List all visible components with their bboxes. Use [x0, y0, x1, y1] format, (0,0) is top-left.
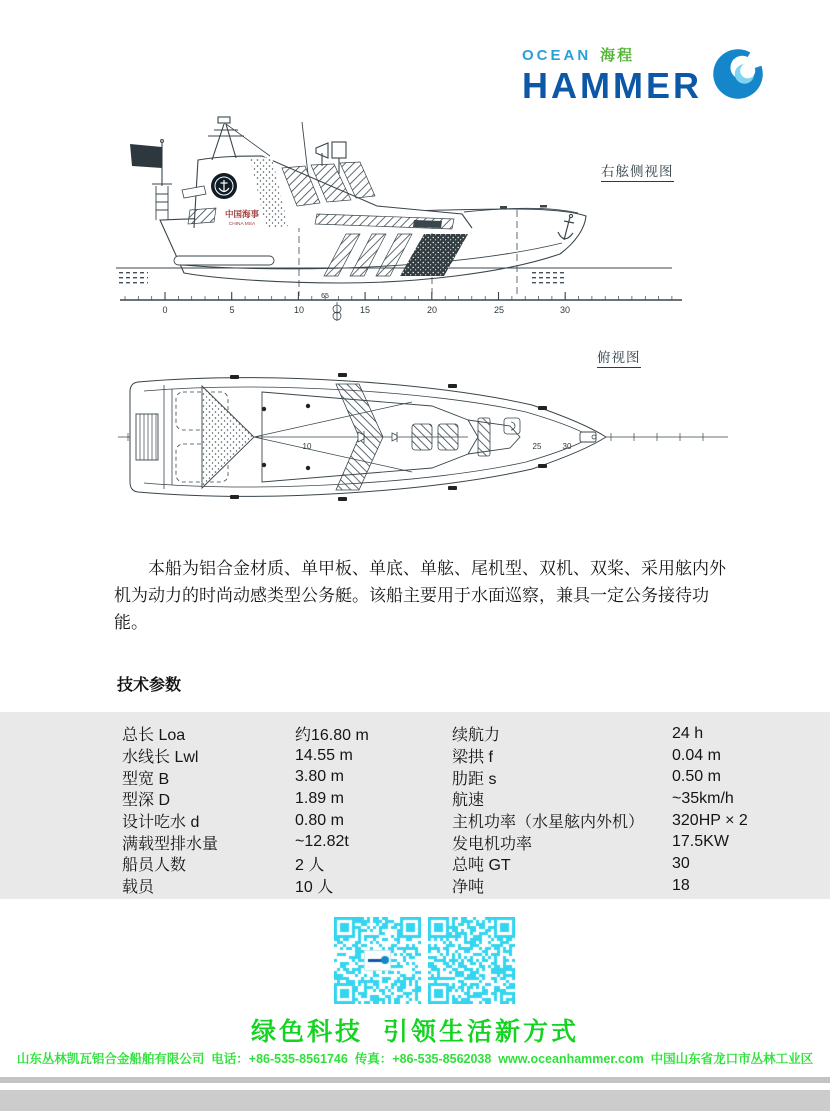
stern-ladder — [152, 184, 172, 220]
slogan-text: 绿色科技 引领生活新方式 — [251, 1018, 579, 1046]
spec-row — [452, 723, 812, 745]
ruler-label: 10 — [293, 305, 305, 315]
ruler-label: 20 — [426, 305, 438, 315]
spec-label: 净吨 — [452, 879, 485, 897]
spec-label: 航速 — [452, 792, 485, 810]
spec-row — [452, 875, 812, 897]
msa-emblem-icon — [211, 173, 237, 199]
spec-value: 14.55 m — [295, 746, 353, 764]
divider-bar-thin — [0, 1077, 830, 1083]
flag-icon — [130, 140, 163, 186]
ruler-label: 25 — [532, 442, 542, 451]
spec-value: 17.5KW — [672, 833, 729, 851]
spec-label: 总吨 GT — [452, 857, 511, 875]
midship-label: 65 — [321, 293, 329, 300]
brand-ocean-text: OCEAN — [522, 47, 592, 64]
spec-row — [122, 745, 437, 767]
ruler-label: 15 — [359, 305, 371, 315]
spec-value: 0.80 m — [295, 811, 344, 829]
spec-row — [122, 831, 437, 853]
spec-label: 续航力 — [452, 727, 501, 745]
spec-value: ~12.82t — [295, 833, 349, 851]
spec-value: 约16.80 m — [295, 727, 369, 745]
spec-row — [122, 723, 437, 745]
spec-value: 0.50 m — [672, 768, 721, 786]
spec-row — [452, 788, 812, 810]
spec-label: 水线长 Lwl — [122, 749, 199, 767]
brand-hammer-text: HAMMER — [522, 65, 702, 106]
spec-label: 载员 — [122, 879, 155, 897]
spec-value: 3.80 m — [295, 768, 344, 786]
spec-label: 型宽 B — [122, 770, 170, 788]
spec-value: 320HP × 2 — [672, 811, 748, 829]
spec-label: 梁拱 f — [452, 749, 493, 767]
spec-label: 肋距 s — [452, 770, 497, 788]
brand-logo-text — [522, 44, 702, 105]
spec-value: 24 h — [672, 724, 704, 742]
spec-value: 30 — [672, 854, 690, 872]
spec-row — [122, 875, 437, 897]
spec-row — [452, 853, 812, 875]
spec-value: 1.89 m — [295, 789, 344, 807]
ruler-label: 0 — [162, 305, 168, 315]
specs-column-right — [452, 723, 812, 897]
specs-heading: 技术参数 — [117, 677, 182, 694]
specs-column-left — [122, 723, 437, 897]
spec-label: 船员人数 — [122, 857, 187, 875]
deck-hatch — [438, 424, 458, 450]
ruler-label: 10 — [302, 442, 312, 451]
qr-code-left — [334, 917, 421, 1004]
side-view-label: 右舷侧视图 — [601, 160, 674, 182]
spec-value: 18 — [672, 876, 690, 894]
bow-fitting — [580, 432, 596, 442]
spec-value: ~35km/h — [672, 789, 734, 807]
ruler-label: 25 — [493, 305, 505, 315]
deck-hatch — [412, 424, 432, 450]
spec-row — [122, 766, 437, 788]
description-paragraph: 本船为铝合金材质、单甲板、单底、单舷、尾机型、双机、双桨、采用舷内外机为动力的时尚动感类型公务艇。该船主要用于水面巡察，兼具一定公务接待功能。 — [114, 559, 726, 632]
spec-label: 设计吃水 d — [122, 814, 200, 832]
footer-bar — [0, 1090, 830, 1111]
spec-label: 满载型排水量 — [122, 835, 219, 853]
hull-text-cn: 中国海事 — [224, 209, 260, 219]
contact-line: 山东丛林凯瓦铝合金船舶有限公司 电话：+86-535-8561746 传真：+86-535-8562038 www.oceanhammer.com 中国山东省龙口市丛林工业区 — [16, 1052, 814, 1066]
spec-label: 总长 Loa — [122, 727, 186, 745]
spec-value: 0.04 m — [672, 746, 721, 764]
spec-row — [452, 810, 812, 832]
hull-text-en: CHINA MSA — [228, 222, 256, 227]
spec-row — [122, 810, 437, 832]
side-view-drawing — [112, 116, 736, 322]
spec-row — [122, 788, 437, 810]
spec-row — [122, 853, 437, 875]
top-view-linework — [118, 373, 728, 501]
spec-label: 型深 D — [122, 792, 171, 810]
spec-label: 主机功率（水星舷内外机） — [452, 814, 645, 832]
spec-row — [452, 831, 812, 853]
qr-code-right — [428, 917, 515, 1004]
top-view-label: 俯视图 — [597, 346, 641, 368]
spec-row — [452, 766, 812, 788]
wave-logo-icon — [710, 46, 766, 102]
deck-hatch — [478, 418, 490, 456]
brand-logo — [522, 44, 766, 105]
spec-value: 10 人 — [295, 879, 334, 897]
brand-chinese-text: 海程 — [600, 47, 635, 64]
ruler-label: 30 — [562, 442, 572, 451]
side-view-linework — [116, 117, 682, 321]
spec-value: 2 人 — [295, 857, 325, 875]
specs-table — [0, 712, 830, 899]
vent-grille — [188, 208, 216, 224]
spec-label: 发电机功率 — [452, 835, 533, 853]
top-view-drawing — [112, 362, 736, 514]
ruler-label: 30 — [559, 305, 571, 315]
ruler-label: 5 — [229, 305, 235, 315]
spec-row — [452, 745, 812, 767]
ruler-labels — [162, 293, 570, 315]
